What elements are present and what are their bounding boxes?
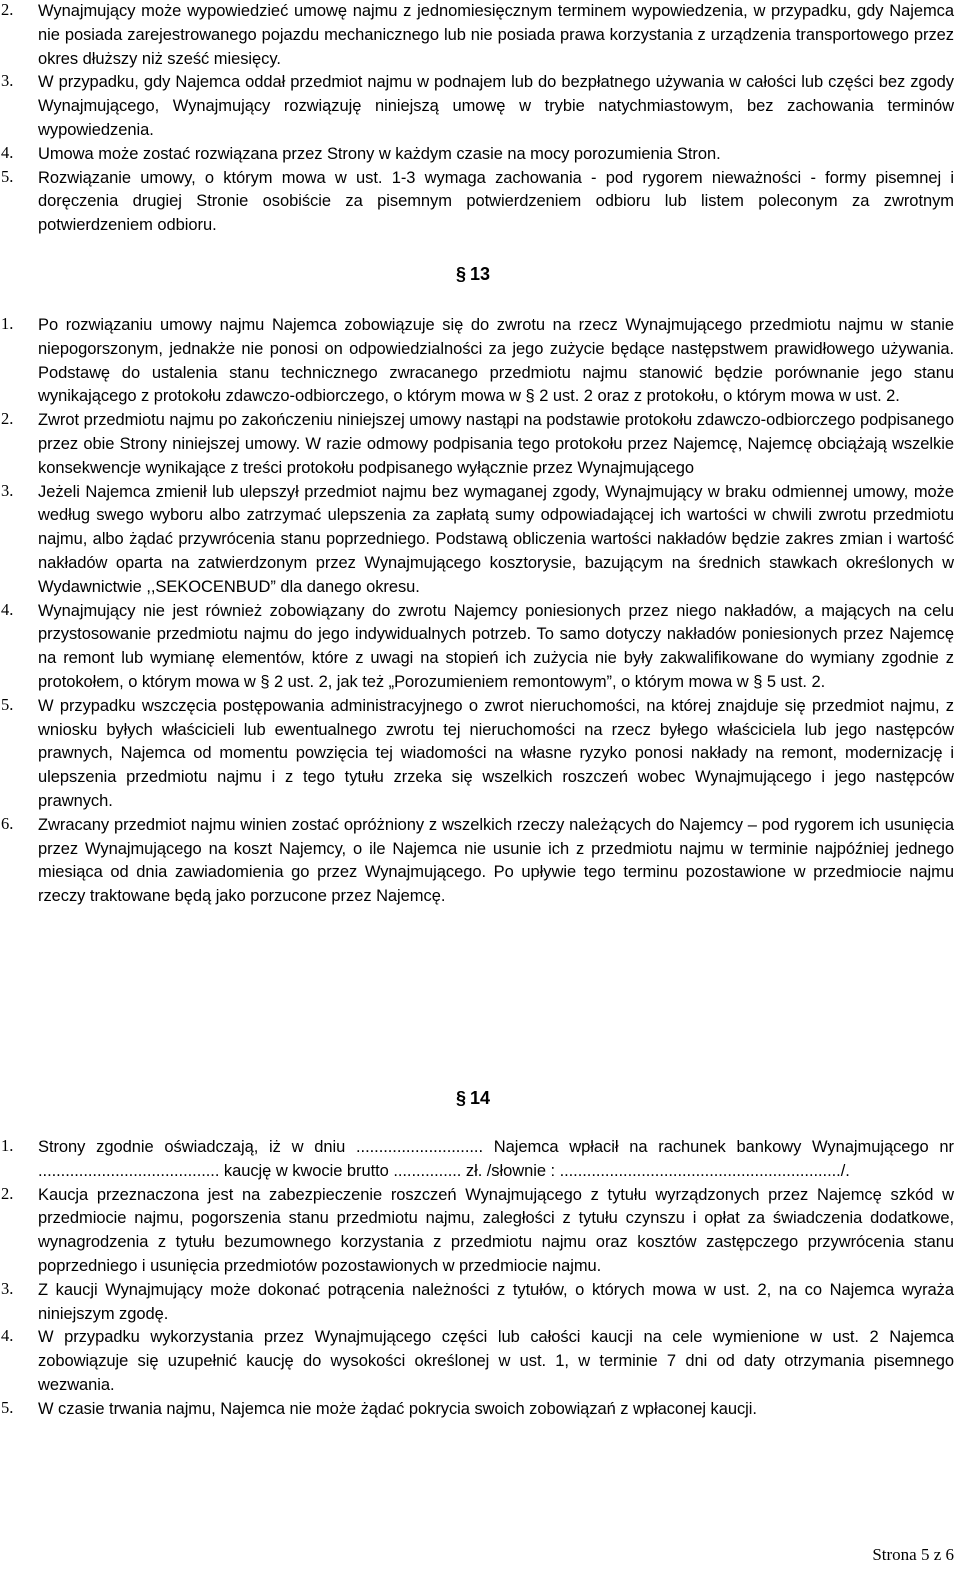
item-text: Z kaucji Wynajmujący może dokonać potrącenia należności z tytułów, o których mowa w ust. 2, na co Najemca wyraża niniejszym zgodę. [38,1280,954,1323]
item-number: 3. [1,480,14,500]
section-symbol: § [456,1088,467,1108]
item-text: Wynajmujący może wypowiedzieć umowę najmu z jednomiesięcznym terminem wypowiedzenia, w przypadku, gdy Najemca nie posiada zarejestrowanego pojazdu mechanicznego lub nie posiada prawa korzystania z urządzenia transportowego przez okres dłuższy niż sześć miesięcy. [38,2,954,68]
item-number: 2. [1,0,14,19]
list-item [0,814,954,909]
item-text: Kaucja przeznaczona jest na zabezpieczenie roszczeń Wynajmującego z tytułu wyrządzonych przez Najemcę szkód w przedmiocie najmu, pogorszenia stanu przedmiotu najmu, zaległości z tytułu czynszu i opłat za świadczenia dodatkowe, wynagrodzenia z tytułu bezumownego korzystania z przedmiotu najmu oraz kosztów zastępczego przywrócenia stanu poprzedniego i usunięcia przedmiotów pozostawionych w przedmiocie najmu. [38,1185,954,1275]
list-item [0,1326,954,1397]
clause-list [0,1136,960,1422]
list-item [0,481,954,600]
item-number: 2. [1,409,14,429]
item-number: 5. [1,166,14,186]
item-text: Strony zgodnie oświadczają, iż w dniu ............................ Najemca wpłacił na rachunek bankowy Wynajmującego nr ........................................ kaucję w kwocie brutto ............... zł. /słownie : ............................................................../. [38,1138,954,1180]
clause-list [0,0,960,238]
section-heading-13 [456,264,490,285]
list-item [0,600,954,695]
page-number: Strona 5 z 6 [872,1545,954,1564]
item-text: W przypadku, gdy Najemca oddał przedmiot najmu w podnajem lub do bezpłatnego używania w całości lub części bez zgody Wynajmującego, Wynajmujący rozwiązuję niniejszą umowę w trybie natychmiastowym, bez zachowania terminów wypowiedzenia. [38,73,954,139]
item-text: Rozwiązanie umowy, o którym mowa w ust. 1-3 wymaga zachowania - pod rygorem nieważności - formy pisemnej i doręczenia drugiej Stronie osobiście za pisemnym potwierdzeniem odbioru lub listem poleconym za zwrotnym potwierdzeniem odbioru. [38,168,954,235]
item-text: Wynajmujący nie jest również zobowiązany do zwrotu Najemcy poniesionych przez niego nakładów, a mających na celu przystosowanie przedmiotu najmu do jego indywidualnych potrzeb. To samo dotyczy nakładów poniesionych przez Najemcę na remont lub wymianę elementów, które z uwagi na stopień ich zużycia nie były zakwalifikowane do wymiany zgodnie z protokołem, o którym mowa w § 2 ust. 2, jak też „Porozumieniem remontowym”, o którym mowa w § 5 ust. 2. [38,601,954,691]
section-number: 14 [470,1088,491,1108]
item-number: 4. [1,1326,14,1346]
item-text: Umowa może zostać rozwiązana przez Strony w każdym czasie na mocy porozumienia Stron. [38,144,721,163]
item-number: 3. [1,1278,14,1298]
list-item [0,409,954,480]
item-text: Zwracany przedmiot najmu winien zostać opróżniony z wszelkich rzeczy należących do Najemcy – pod rygorem ich usunięcia przez Wynajmującego na koszt Najemcy, o ile Najemca nie usunie ich z przedmiotu najmu w terminie najpóźniej jednego miesiąca od dnia zawiadomienia go przez Wynajmującego. Po upływie tego terminu pozostawione w przedmiocie najmu rzeczy traktowane będą jako porzucone przez Najemcę. [38,815,954,906]
clause-list [0,314,960,909]
item-text: Zwrot przedmiotu najmu po zakończeniu niniejszej umowy nastąpi na podstawie protokołu zdawczo-odbiorczego podpisanego przez obie Strony niniejszej umowy. W razie odmowy podpisania tego protokołu przez Najemcę, Najemcę obciążają wszelkie konsekwencje wynikające z treści protokołu podpisanego wyłącznie przez Wynajmującego [38,411,954,477]
section-number: 13 [470,264,491,284]
item-text: Jeżeli Najemca zmienił lub ulepszył przedmiot najmu bez wymaganej zgody, Wynajmujący w braku odmiennej umowy, może według swego wyboru albo zatrzymać ulepszenia za zapłatą sumy odpowiadającej ich wartości w chwili zwrotu przedmiotu najmu, albo żądać przywrócenia stanu poprzedniego. Podstawą obliczenia wartości nakładów będzie zakres zmian i wartość nakładów oparta na zatwierdzonym przez Wynajmującego kosztorysie, bazującym na średnich stawkach określonych w Wydawnictwie ,,SEKOCENBUD” dla danego okresu. [38,482,954,596]
item-text: Po rozwiązaniu umowy najmu Najemca zobowiązuje się do zwrotu na rzecz Wynajmującego przedmiotu najmu w stanie niepogorszonym, jednakże nie ponosi on odpowiedzialności za jego zużycie będące następstwem prawidłowego używania. Podstawę do ustalenia stanu technicznego zwracanego przedmiotu najmu stanowić będzie porównanie jego stanu wynikającego z protokołu zdawczo-odbiorczego, o którym mowa w § 2 ust. 2 oraz z protokołu, o którym mowa w ust. 2. [38,316,954,406]
list-item [0,1184,954,1279]
item-number: 1. [1,1136,14,1155]
list-item [0,1136,954,1184]
item-number: 6. [1,813,14,833]
item-number: 5. [1,1397,14,1417]
item-number: 2. [1,1183,14,1203]
item-number: 3. [1,71,14,91]
list-item [0,0,954,71]
clauses-continued [0,0,960,238]
section-symbol: § [456,264,467,284]
section-14-body [0,1136,960,1422]
list-item [0,167,954,238]
list-item [0,1398,954,1422]
item-number: 5. [1,694,14,714]
list-item [0,143,954,167]
section-13-body [0,314,960,909]
item-number: 4. [1,142,14,162]
list-item [0,71,954,142]
item-text: W czasie trwania najmu, Najemca nie może żądać pokrycia swoich zobowiązań z wpłaconej kaucji. [38,1399,757,1418]
item-number: 1. [1,314,14,333]
item-number: 4. [1,599,14,619]
item-text: W przypadku wszczęcia postępowania administracyjnego o zwrot nieruchomości, na której znajduje się przedmiot najmu, z wniosku byłych właścicieli lub ewentualnego zwrotu tej nieruchomości na rzecz byłego właściciela lub jego następców prawnych, Najemca od momentu powzięcia tej wiadomości na własne ryzyko ponosi nakłady na remont, modernizację i ulepszenia przedmiotu najmu i z tego tytułu zrzeka się wszelkich roszczeń wobec Wynajmującego i jego następców prawnych. [38,696,954,810]
section-heading-14 [456,1088,490,1109]
list-item [0,695,954,814]
item-text: W przypadku wykorzystania przez Wynajmującego części lub całości kaucji na cele wymienione w ust. 2 Najemca zobowiązuje się uzupełnić kaucję do wysokości określonej w ust. 1, w terminie 7 dni od daty otrzymania pisemnego wezwania. [38,1328,954,1394]
list-item [0,314,954,409]
list-item [0,1279,954,1327]
